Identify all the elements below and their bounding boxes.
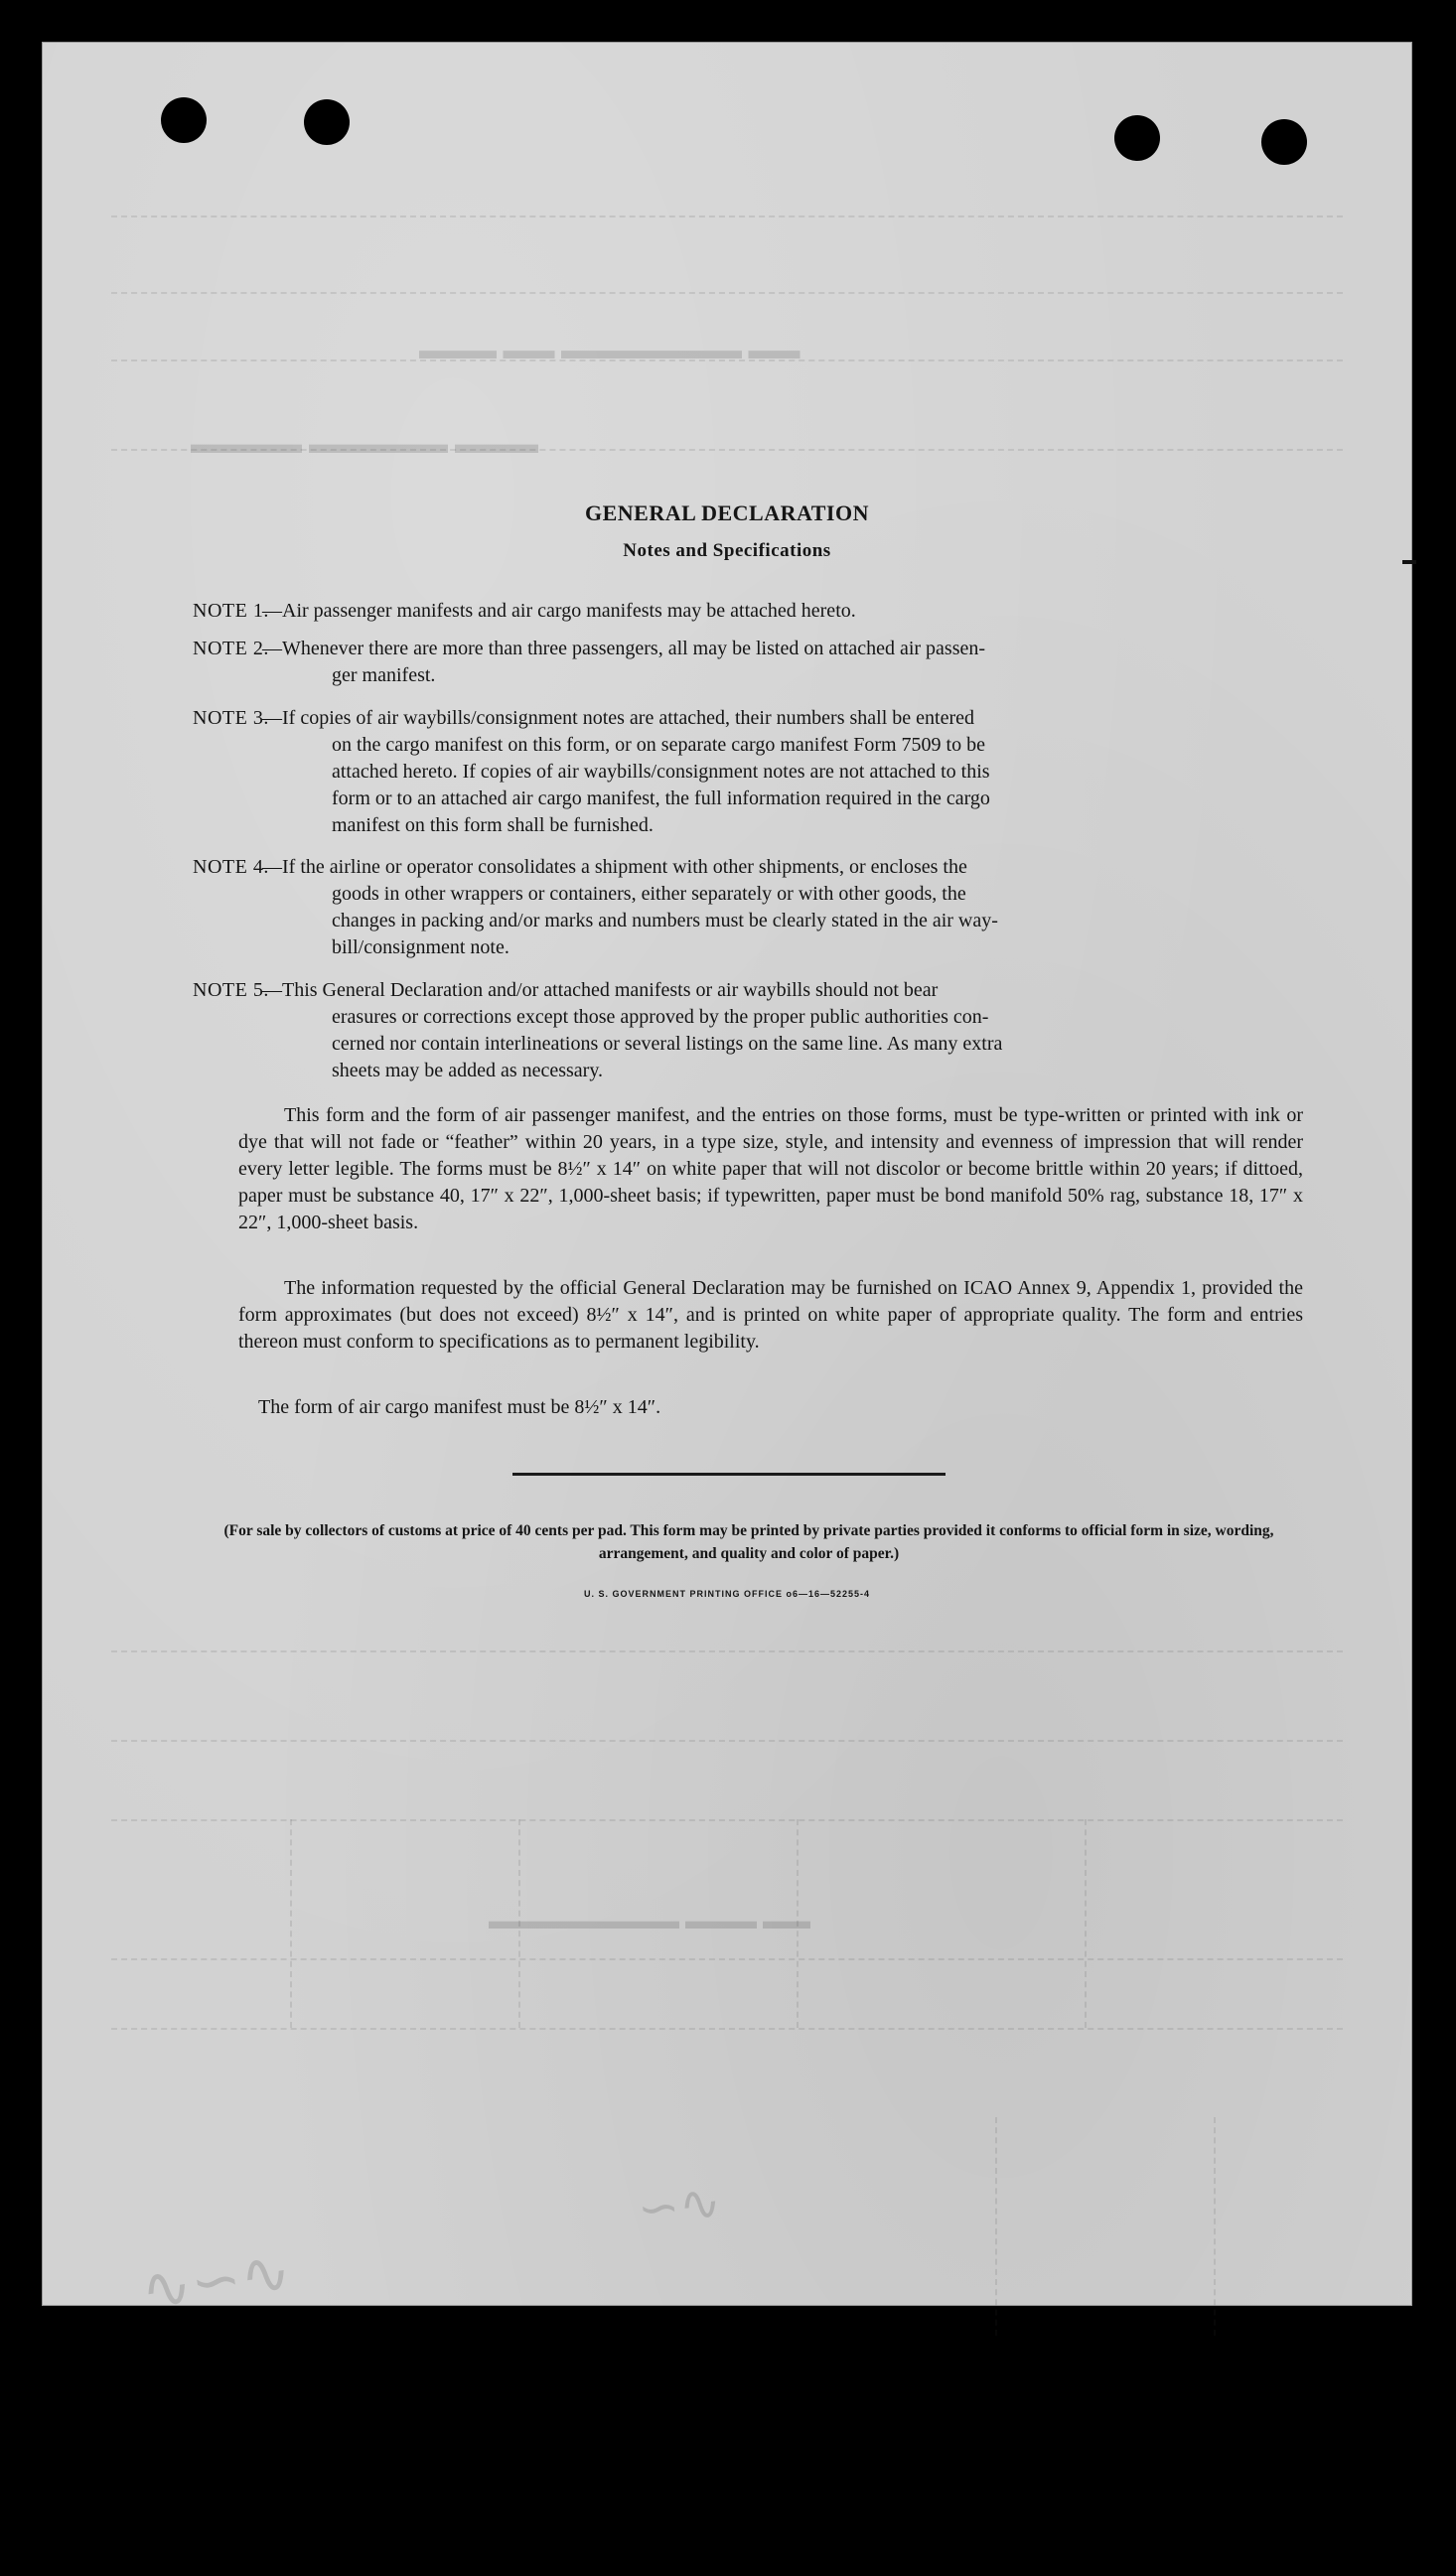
note-label: NOTE 1. (193, 600, 269, 622)
note-label: NOTE 2. (193, 638, 269, 659)
note-line: cerned nor contain interlineations or several listings on the same line. As many extra (332, 1033, 1003, 1055)
note-text: —If copies of air waybills/consignment notes are attached, their numbers shall be entered (262, 707, 974, 729)
note-text: —Air passenger manifests and air cargo manifests may be attached hereto. (262, 600, 856, 622)
printing-office-line: U. S. GOVERNMENT PRINTING OFFICE o6—16—52255-4 (583, 1589, 871, 1599)
document-title: GENERAL DECLARATION (585, 501, 869, 525)
punch-hole-3 (1114, 115, 1160, 161)
sale-note: (For sale by collectors of customs at price of 40 cents per pad. This form may be printed by private parties provided it conforms to official form in size, wording, arrangement, and quality and color of paper.) (223, 1522, 1274, 1562)
document-page: ▬▬ ▬▬▬▬▬▬▬ ▬▬ ▬▬▬ ▬▬▬ ▬▬▬▬▬ ▬▬▬▬ ▬▬ ▬▬▬ ▬▬▬▬▬▬▬▬ ∿∽∿ ∽∿ GENERAL DECLARATION Notes and Specifications NOTE 1. —Air passenger manifests and air cargo manifests may be attached hereto. NOTE 2. —Whenever there are more than three passengers, all may be listed on attached air passen- ger manifest. NOTE 3. —If copies of air waybills/consignment notes are attached, their numbers shall be entered on the cargo manifest on this form, or on separate cargo manifest Form 7509 to be attached hereto. If copies of air waybills/consignment notes are not attached to this form or to an attached air cargo manifest, the full information required in the cargo manifest on this form shall be furnished. NOTE 4. —If the airline or operator consolidates a shipment with other shipments, or encloses the goods in other wrappers or containers, either separately or with other goods, the changes in packing and/or marks and numbers must be clearly stated in the air way- bill/consignment note. NOTE 5. —This General Declaration and/or attached manifests or air waybills should not bear erasures or corrections except those approved by the proper public authorities con- cerned nor contain interlineations or several listings on the same line. As many extra sheets may be added as necessary. This form and the form of air passenger manifest, and the entries on those forms, must be type-written or printed with ink or dye that will not fade or “feather” within 20 years, in a type size, style, and intensity and evenness of impression that will render every letter legible. The forms must be 8½″ x 14″ on white paper that will not discolor or become brittle within 20 years; if dittoed, paper must be substance 40, 17″ x 22″, 1,000-sheet basis; if typewritten, paper must be bond manifold 50% rag, substance 18, 17″ x 22″, 1,000-sheet basis. The information requested by the official General Declaration may be furnished on ICAO Annex 9, Appendix 1, provided the form approximates (but does not exceed) 8½″ x 14″, and is printed on white paper of appropriate quality. The form and entries thereon must conform to specifications as to permanent legibility. The form of air cargo manifest must be 8½″ x 14″. (For sale by collectors of customs at price of 40 cents per pad. This form may be printed by private parties provided it conforms to official form in size, wording, arrangement, and quality and color of paper.) U. S. GOVERNMENT PRINTING OFFICE o6—16—52255-4 (42, 42, 1412, 2306)
note-line: form or to an attached air cargo manifest, the full information required in the cargo (332, 787, 990, 809)
paragraph-icao-annex: The information requested by the official General Declaration may be furnished on ICAO Annex 9, Appendix 1, provided the form approximates (but does not exceed) 8½″ x 14″, and is printed on white paper of appropriate quality. The form and entries thereon must conform to specifications as to permanent legibility. (238, 1277, 1303, 1353)
paragraph-cargo-manifest-size: The form of air cargo manifest must be 8½″ x 14″. (258, 1396, 661, 1418)
document-subtitle: Notes and Specifications (623, 540, 831, 561)
note-line: sheets may be added as necessary. (332, 1060, 604, 1081)
punch-hole-2 (304, 99, 350, 145)
note-4 (193, 854, 1305, 961)
note-3 (193, 705, 1305, 839)
note-label: NOTE 4. (193, 856, 269, 878)
punch-hole-1 (161, 97, 207, 143)
note-text: —This General Declaration and/or attached manifests or air waybills should not bear (262, 979, 939, 1001)
note-5 (193, 977, 1305, 1084)
note-label: NOTE 3. (193, 707, 269, 729)
paragraph-form-requirements: This form and the form of air passenger manifest, and the entries on those forms, must be type-written or printed with ink or dye that will not fade or “feather” within 20 years, in a type size, style, and intensity and evenness of impression that will render every letter legible. The forms must be 8½″ x 14″ on white paper that will not discolor or become brittle within 20 years; if dittoed, paper must be substance 40, 17″ x 22″, 1,000-sheet basis; if typewritten, paper must be bond manifold 50% rag, substance 18, 17″ x 22″, 1,000-sheet basis. (238, 1104, 1303, 1233)
note-line: manifest on this form shall be furnished. (332, 814, 654, 836)
note-line: goods in other wrappers or containers, either separately or with other goods, the (332, 883, 966, 905)
note-line: ger manifest. (332, 664, 436, 686)
note-label: NOTE 5. (193, 979, 269, 1001)
divider (512, 1473, 946, 1476)
note-line: changes in packing and/or marks and numbers must be clearly stated in the air way- (332, 910, 998, 931)
punch-hole-4 (1261, 119, 1307, 165)
note-line: erasures or corrections except those approved by the proper public authorities con- (332, 1006, 989, 1028)
note-line: bill/consignment note. (332, 936, 510, 958)
note-2 (193, 636, 1305, 689)
note-line: on the cargo manifest on this form, or on separate cargo manifest Form 7509 to be (332, 734, 985, 756)
note-text: —Whenever there are more than three passengers, all may be listed on attached air passen- (262, 638, 986, 659)
note-line: attached hereto. If copies of air waybills/consignment notes are not attached to this (332, 761, 990, 783)
note-text: —If the airline or operator consolidates a shipment with other shipments, or encloses the (262, 856, 967, 878)
